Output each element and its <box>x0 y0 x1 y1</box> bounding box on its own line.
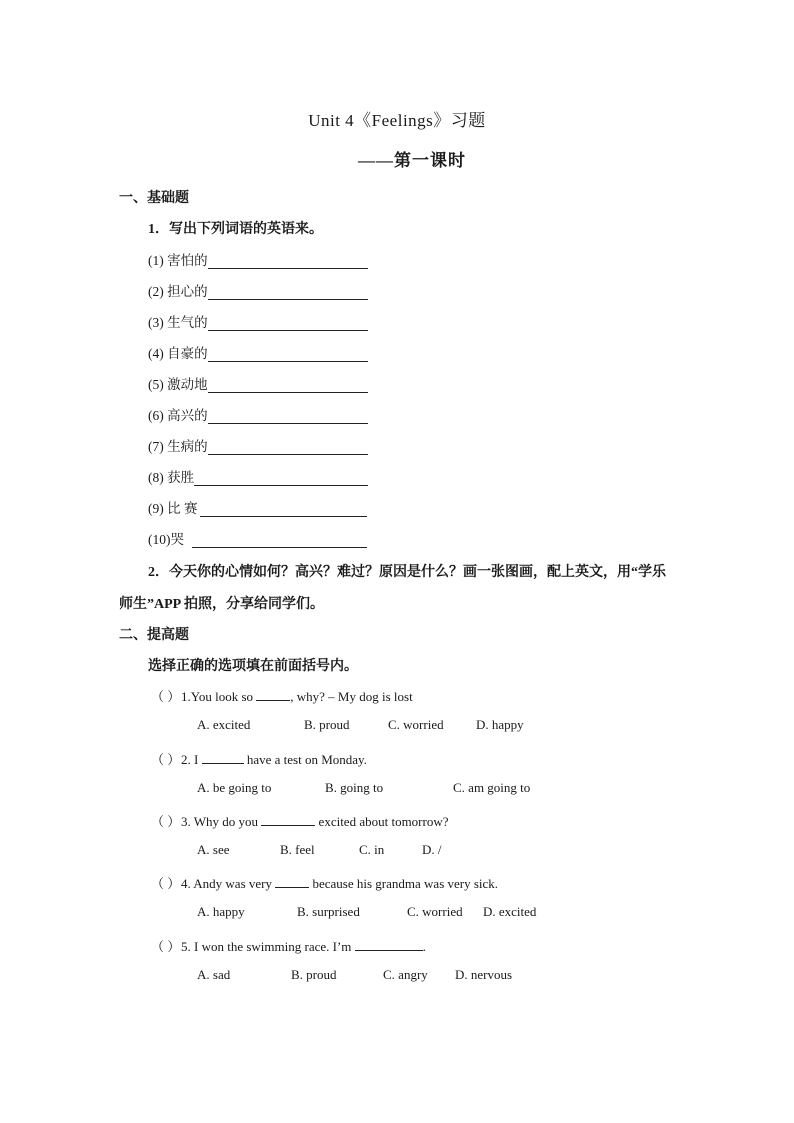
option-b: B. surprised <box>297 904 360 919</box>
answer-blank[interactable] <box>208 409 368 424</box>
vocab-label: (3) 生气的 <box>148 315 208 330</box>
question-1-heading: 1．写出下列词语的英语来。 <box>148 222 323 237</box>
question-text-after: because his grandma was very sick. <box>309 876 499 891</box>
question-blank <box>275 875 309 888</box>
vocab-item <box>148 466 368 486</box>
vocab-item <box>148 311 368 331</box>
question-blank <box>261 813 315 826</box>
option-c: C. angry <box>383 967 428 982</box>
answer-paren[interactable]: （ ） <box>151 939 181 954</box>
vocab-label: (8) 获胜 <box>148 470 195 485</box>
vocab-item <box>148 404 368 424</box>
question-2-line-1: 2．今天你的心情如何？高兴？难过？原因是什么？画一张图画，配上英文，用“学乐 <box>148 565 666 580</box>
question-text-after: , why? – My dog is lost <box>290 689 413 704</box>
question-blank <box>256 688 290 701</box>
option-b: B. proud <box>304 717 350 732</box>
vocab-label: (1) 害怕的 <box>148 253 208 268</box>
option-a: A. see <box>197 842 230 857</box>
vocab-label: (7) 生病的 <box>148 439 208 454</box>
vocab-label: (2) 担心的 <box>148 284 208 299</box>
option-c: C. in <box>359 842 385 857</box>
mc-question-3 <box>151 811 449 830</box>
mc-question-4 <box>151 873 498 892</box>
question-text-before: 1.You look so <box>181 689 257 704</box>
question-blank <box>202 751 244 764</box>
answer-paren[interactable]: （ ） <box>151 876 181 891</box>
page-title: Unit 4《Feelings》习题 <box>308 111 486 130</box>
vocab-label: (10)哭 <box>148 532 184 547</box>
vocab-item <box>148 280 368 300</box>
question-text-before: 2. I <box>181 752 202 767</box>
answer-blank[interactable] <box>200 502 367 517</box>
answer-paren[interactable]: （ ） <box>151 689 181 704</box>
option-a: A. happy <box>197 904 245 919</box>
option-d: D. / <box>422 842 442 857</box>
question-2-line-2: 师生”APP 拍照，分享给同学们。 <box>119 597 324 612</box>
option-a: A. be going to <box>197 780 272 795</box>
vocab-label: (9) 比 赛 <box>148 501 198 516</box>
question-text-after: excited about tomorrow? <box>315 814 449 829</box>
answer-blank[interactable] <box>208 316 368 331</box>
answer-paren[interactable]: （ ） <box>151 752 181 767</box>
vocab-label: (6) 高兴的 <box>148 408 208 423</box>
answer-blank[interactable] <box>208 285 368 300</box>
option-a: A. sad <box>197 967 231 982</box>
vocab-label: (4) 自豪的 <box>148 346 208 361</box>
vocab-item <box>148 497 367 517</box>
option-b: B. proud <box>291 967 337 982</box>
answer-blank[interactable] <box>208 440 368 455</box>
section-heading-advanced: 二、提高题 <box>119 628 189 643</box>
vocab-item <box>148 249 368 269</box>
option-b: B. feel <box>280 842 315 857</box>
question-text-after: . <box>422 939 426 954</box>
option-a: A. excited <box>197 717 251 732</box>
answer-blank[interactable] <box>194 471 368 486</box>
option-c: C. worried <box>388 717 444 732</box>
question-text-before: 4. Andy was very <box>181 876 276 891</box>
answer-blank[interactable] <box>208 347 368 362</box>
question-text-before: 5. I won the swimming race. I’m <box>181 939 355 954</box>
answer-blank[interactable] <box>208 378 368 393</box>
mc-question-2 <box>151 749 367 768</box>
vocab-item <box>148 528 367 548</box>
answer-blank[interactable] <box>208 254 368 269</box>
option-d: D. excited <box>483 904 537 919</box>
vocab-label: (5) 激动地 <box>148 377 208 392</box>
question-blank <box>355 938 423 951</box>
option-b: B. going to <box>325 780 384 795</box>
option-c: C. worried <box>407 904 463 919</box>
question-text-before: 3. Why do you <box>181 814 262 829</box>
option-c: C. am going to <box>453 780 531 795</box>
mc-question-1 <box>151 686 413 705</box>
question-text-after: have a test on Monday. <box>243 752 367 767</box>
option-d: D. nervous <box>455 967 513 982</box>
vocab-item <box>148 342 368 362</box>
section-instruction: 选择正确的选项填在前面括号内。 <box>148 659 358 674</box>
section-heading-basic: 一、基础题 <box>119 191 189 206</box>
page-subtitle: ——第一课时 <box>358 151 466 170</box>
answer-blank[interactable] <box>192 533 367 548</box>
vocab-item <box>148 435 368 455</box>
option-d: D. happy <box>476 717 524 732</box>
answer-paren[interactable]: （ ） <box>151 814 181 829</box>
mc-question-5 <box>151 936 426 955</box>
vocab-item <box>148 373 368 393</box>
